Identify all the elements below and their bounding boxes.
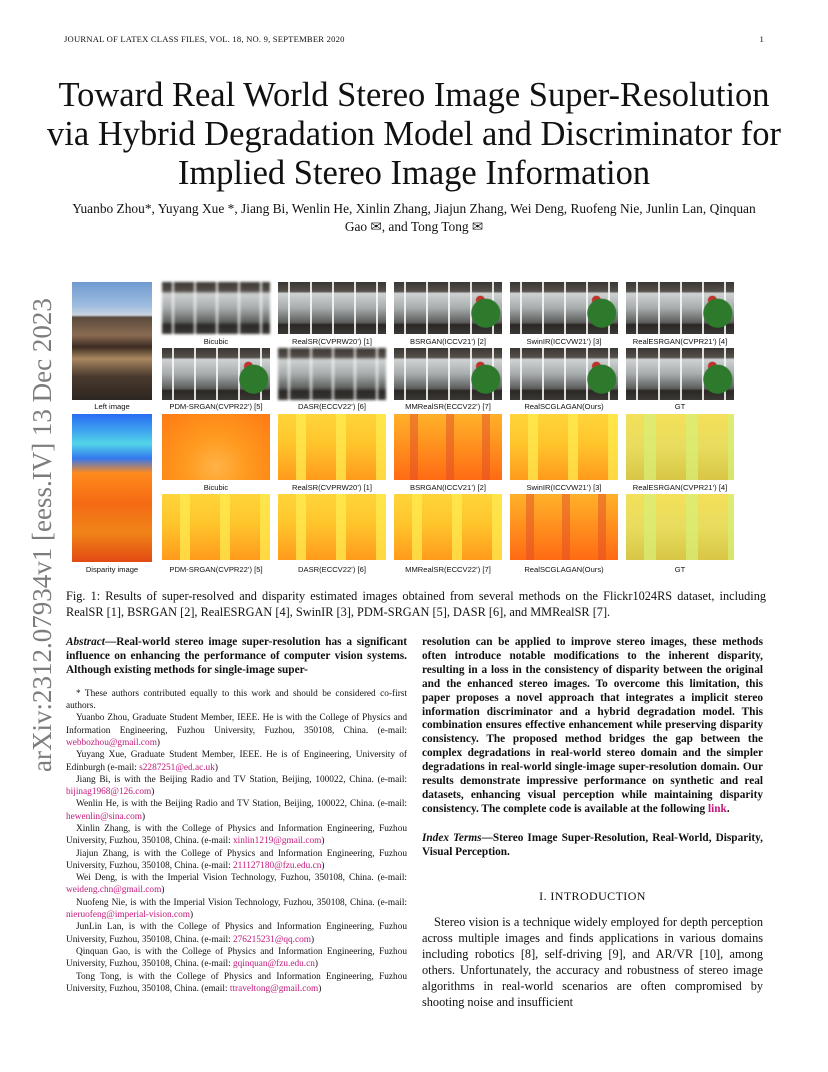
footnote-text: Xinlin Zhang, is with the College of Physics and Information Engineering, Fuzhou University, Fuzhou, 350108, China. (e-mail: [66,823,407,847]
footnote-text: Yuyang Xue, Graduate Student Member, IEEE. He is of Engineering, University of Edinburgh (e-mail: [66,750,407,773]
disparity-gt [626,494,734,560]
footnote-7 [66,872,407,897]
disparity-label-swinir: SwinIR(ICCVW21’) [3] [526,483,602,492]
label-ours: RealSCGLAGAN(Ours) [524,402,604,411]
footnote-close: ) [189,910,194,921]
footnote-email[interactable]: ttraveltong@gmail.com [229,983,319,994]
disparity-label-pdm-srgan: PDM-SRGAN(CVPR22’) [5] [169,565,263,574]
sr-image-realesrgan [626,282,734,334]
label-dasr: DASR(ECCV22’) [6] [298,402,366,411]
footnote-close: ) [314,959,318,970]
label-realsr: RealSR(CVPRW20’) [1] [291,337,373,346]
abstract-part-2 [422,636,763,817]
disparity-bicubic [162,414,270,480]
sr-image-swinir [510,282,618,334]
disparity-label-dasr: DASR(ECCV22’) [6] [298,565,366,574]
disparity-label-bicubic: Bicubic [203,483,229,492]
sr-image-dasr [278,348,386,400]
footnote-text: Jiang Bi, is with the Beijing Radio and TV Station, Beijing, 100022, China. (e-mail: [76,774,407,785]
footnote-9 [66,921,407,946]
footnote-text: Jiajun Zhang, is with the College of Physics and Information Engineering, Fuzhou University, Fuzhou, 350108, China. (e-mail: [66,848,407,871]
abstract-lead: Abstract [66,636,105,648]
footnote-0 [66,688,407,713]
label-realesrgan: RealESRGAN(CVPR21’) [4] [632,337,728,346]
footnote-3 [66,774,407,799]
figure-1 [66,282,766,578]
footnote-email[interactable]: gqinquan@fzu.edu.cn [232,959,315,970]
footnote-close: ) [321,860,325,871]
section-heading: I. INTRODUCTION [539,888,646,903]
sr-image-realsr [278,282,386,334]
footnote-text: Yuanbo Zhou, Graduate Student Member, IEEE. He is with the College of Physics and Information Engineering, Fuzhou University, Fuzhou, 350108, China. (e-mail: [66,713,407,736]
left-column [66,636,407,995]
sr-image-bsrgan [394,282,502,334]
footnote-close: ) [214,762,218,773]
disparity-label-bsrgan: BSRGAN(ICCV21’) [2] [410,483,486,492]
footnote-text: Wenlin He, is with the Beijing Radio and TV Station, Beijing, 100022, China. (e-mail: [76,799,407,810]
footnote-email[interactable]: s2287251@ed.ac.uk [139,762,215,773]
footnote-text: JunLin Lan, is with the College of Physics and Information Engineering, Fuzhou University, Fuzhou, 350108, China. (e-mail: [66,922,407,945]
footnote-email[interactable]: xinlin1219@gmail.com [232,836,322,847]
label-pdm-srgan: PDM-SRGAN(CVPR22’) [5] [169,402,263,411]
label-swinir: SwinIR(ICCVW21’) [3] [526,337,602,346]
disparity-pdm-srgan [162,494,270,560]
left-image [72,282,152,400]
intro-paragraph: Stereo vision is a technique widely employed for depth perception across multiple images and finds applications in various domains including robotics [8], self-driving [9], and AR/VR [10], among others. Unfortunately, the accuracy and robustness of stereo image algorithms in real-world scenarios are often compromised by shooting noise and insufficient [422,914,763,1009]
label-gt: GT [674,402,686,411]
footnote-text: Tong Tong, is with the College of Physics and Information Engineering, Fuzhou University, Fuzhou, 350108, China. (email: [66,971,407,994]
sr-image-bicubic [162,282,270,334]
page-number: 1 [759,34,764,44]
footnotes [66,688,407,995]
footnote-email[interactable]: nieruofeng@imperial-vision.com [66,910,190,921]
disparity-realesrgan [626,414,734,480]
footnote-close: ) [151,787,155,798]
footnote-email[interactable]: hewenlin@sina.com [66,811,142,822]
footnote-email[interactable]: 276215231@qq.com [232,934,312,945]
footnote-text: Nuofeng Nie, is with the Imperial Vision Technology, Fuzhou, 350108, China. (e-mail: [76,897,407,908]
disparity-label-gt: GT [674,565,686,574]
disparity-bsrgan [394,414,502,480]
disparity-swinir [510,414,618,480]
footnote-close: ) [311,934,315,945]
footnote-email[interactable]: weideng.chn@gmail.com [66,885,162,896]
abstract-text-start: —Real-world stereo image super-resolution has a significant influence on enhancing the performance of computer vision systems. Although existing methods for single-image super- [66,636,407,676]
disparity-label-ours: RealSCGLAGAN(Ours) [524,565,604,574]
disparity-image [72,414,152,562]
footnote-text: Wei Deng, is with the Imperial Vision Technology, Fuzhou, 350108, China. (e-mail: [76,873,407,884]
footnote-6 [66,848,407,873]
code-link[interactable]: link [707,802,727,815]
abstract-end-punct: . [726,802,730,815]
footnote-close: ) [321,836,325,847]
footnote-text: * These authors contributed equally to this work and should be considered co-first authors. [66,688,407,712]
disparity-label-realsr: RealSR(CVPRW20’) [1] [291,483,373,492]
sr-image-ours [510,348,618,400]
disparity-image-label: Disparity image [85,565,139,574]
disparity-mmrealsr [394,494,502,560]
footnote-email[interactable]: bijinag1968@126.com [66,787,152,798]
footnote-2 [66,749,407,774]
footnote-5 [66,823,407,848]
footnote-close: ) [318,983,322,994]
disparity-realsr [278,414,386,480]
footnote-email[interactable]: webbozhou@gmail.com [66,737,157,748]
arxiv-stamp: arXiv:2312.07934v1 [eess.IV] 13 Dec 2023 [27,298,57,772]
label-mmrealsr: MMRealSR(ECCV22’) [7] [405,402,491,411]
label-bsrgan: BSRGAN(ICCV21’) [2] [410,337,486,346]
author-list: Yuanbo Zhou*, Yuyang Xue *, Jiang Bi, Wenlin He, Xinlin Zhang, Jiajun Zhang, Wei Deng, Ruofeng Nie, Junlin Lan, Qinquan Gao ✉, and Tong Tong ✉ [72,201,756,234]
footnote-11 [66,971,407,996]
abstract-text-end: resolution can be applied to improve stereo images, these methods often introduce notable modifications to the inherent disparity, resulting in a loss in the consistency of disparity between the original and the enhanced stereo images. To overcome this limitation, this paper proposes a novel approach that integrates a implicit stereo information discriminator and a hybrid degradation model. This combination ensures effective enhancement while preserving disparity consistency. The proposed method bridges the gap between the complex degradations in real-world stereo domain and the simpler degradations in real-world single-image super-resolution domain. Our results demonstrate impressive performance on synthetic and real datasets, enhancing visual perception while maintaining disparity consistency. The complete code is available at the following [422,636,763,815]
disparity-dasr [278,494,386,560]
footnote-1 [66,712,407,749]
label-bicubic: Bicubic [203,337,229,346]
abstract-part-1 [66,636,407,678]
footnote-close: ) [161,885,165,896]
sr-image-mmrealsr [394,348,502,400]
disparity-label-realesrgan: RealESRGAN(CVPR21’) [4] [632,483,728,492]
figure-caption: Fig. 1: Results of super-resolved and disparity estimated images obtained from several methods on the Flickr1024RS dataset, including RealSR [1], BSRGAN [2], RealESRGAN [4], SwinIR [3], PDM-SRGAN [5], DASR [6], and MMRealSR [7]. [66,589,766,619]
footnote-close: ) [141,811,146,822]
index-terms-lead: Index Terms [422,831,482,844]
footnote-close: ) [156,737,161,748]
footnote-10 [66,946,407,971]
left-image-label: Left image [94,402,130,411]
index-terms-text: —Stereo Image Super-Resolution, Real-World, Disparity, Visual Perception. [422,831,763,858]
footnote-8 [66,897,407,922]
footnote-4 [66,798,407,823]
running-head [64,34,764,48]
disparity-ours [510,494,618,560]
journal-name: JOURNAL OF LATEX CLASS FILES, VOL. 18, NO. 9, SEPTEMBER 2020 [64,34,345,44]
paper-title: Toward Real World Stereo Image Super-Resolution via Hybrid Degradation Model and Discriminator for Implied Stereo Image Information [47,76,781,192]
right-column [422,636,763,1010]
footnote-email[interactable]: 211127180@fzu.edu.cn [232,860,322,871]
footnote-text: Qinquan Gao, is with the College of Physics and Information Engineering, Fuzhou University, Fuzhou, 350108, China. (e-mail: [66,946,407,970]
index-terms [422,831,763,859]
disparity-label-mmrealsr: MMRealSR(ECCV22’) [7] [405,565,491,574]
sr-image-gt [626,348,734,400]
sr-image-pdm-srgan [162,348,270,400]
